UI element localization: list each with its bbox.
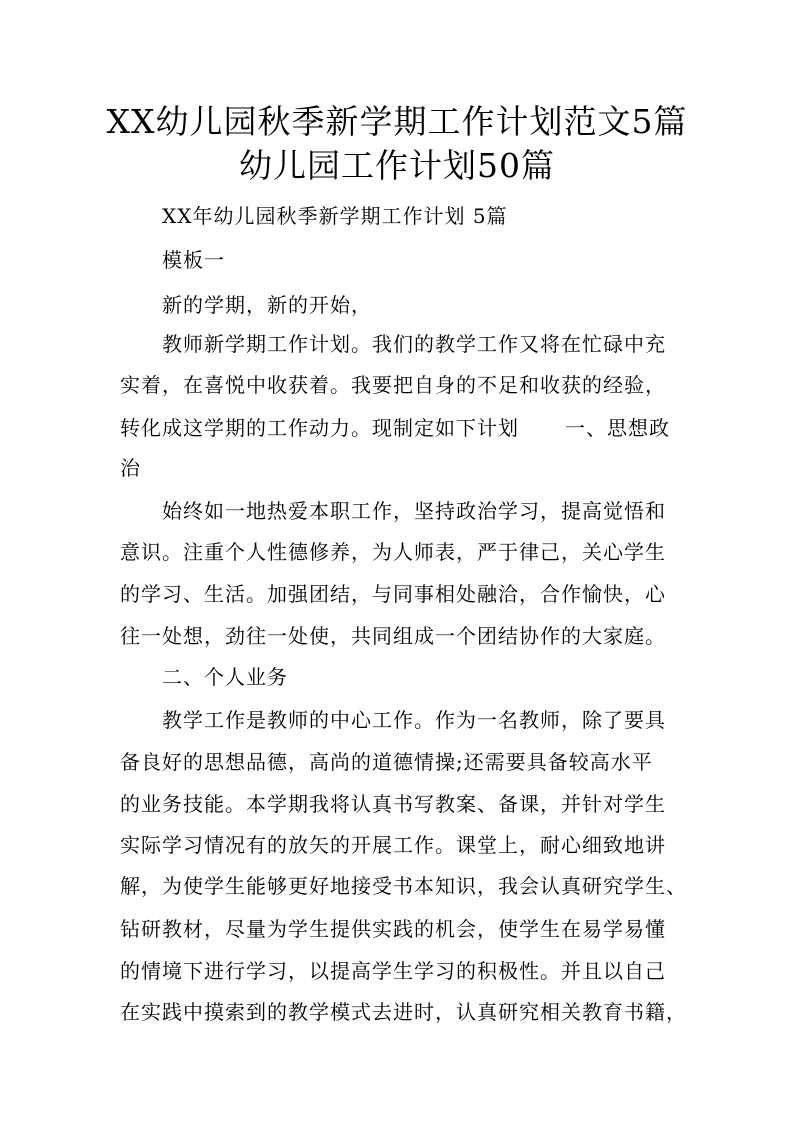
paragraph-1-line-1: 教师新学期工作计划。我们的教学工作又将在忙碌中充 [162, 332, 666, 356]
document-subtitle: XX年幼儿园秋季新学期工作计划 5篇 [162, 204, 508, 228]
paragraph-1-line-3 [120, 412, 670, 441]
paragraph-3-line-5: 解，为使学生能够更好地接受书本知识，我会认真研究学生、 [120, 874, 687, 898]
paragraph-1-line-4: 治 [120, 456, 141, 480]
paragraph-2-line-1: 始终如一地热爱本职工作，坚持政治学习，提高觉悟和 [162, 499, 666, 523]
paragraph-3-line-3: 的业务技能。本学期我将认真书写教案、备课，并针对学生 [120, 792, 666, 816]
document-title-line-2: 幼儿园工作计划50篇 [239, 146, 555, 185]
paragraph-3-line-8: 在实践中摸索到的教学模式去进时，认真研究相关教育书籍， [120, 1000, 687, 1024]
paragraph-3-line-6: 钻研教材，尽量为学生提供实践的机会，使学生在易学易懂 [120, 917, 666, 941]
paragraph-1-line-2: 实着，在喜悦中收获着。我要把自身的不足和收获的经验， [120, 373, 666, 397]
paragraph-3-line-7: 的情境下进行学习，以提高学生学习的积极性。并且以自己 [120, 959, 666, 983]
paragraph-3-line-4: 实际学习情况有的放矢的开展工作。课堂上，耐心细致地讲 [120, 833, 666, 857]
paragraph-3-line-2: 备良好的思想品德，高尚的道德情操;还需要具备较高水平 [120, 750, 653, 774]
paragraph-3-line-1: 教学工作是教师的中心工作。作为一名教师，除了要具 [162, 708, 666, 732]
paragraph-2-line-3: 的学习、生活。加强团结，与同事相处融洽，合作愉快，心 [120, 582, 666, 606]
section-2-heading: 二、个人业务 [162, 665, 288, 689]
section-1-heading: 一、思想政 [565, 416, 670, 440]
template-label: 模板一 [162, 248, 225, 272]
document-title-line-1: XX幼儿园秋季新学期工作计划范文5篇 [106, 102, 688, 141]
paragraph-2-line-2: 意识。注重个人性德修养，为人师表，严于律己，关心学生 [120, 540, 666, 564]
paragraph-2-line-4: 往一处想，劲往一处使，共同组成一个团结协作的大家庭。 [120, 624, 666, 648]
paragraph-1-line-3-text: 转化成这学期的工作动力。现制定如下计划 [120, 416, 519, 440]
opening-line: 新的学期，新的开始， [162, 293, 372, 317]
